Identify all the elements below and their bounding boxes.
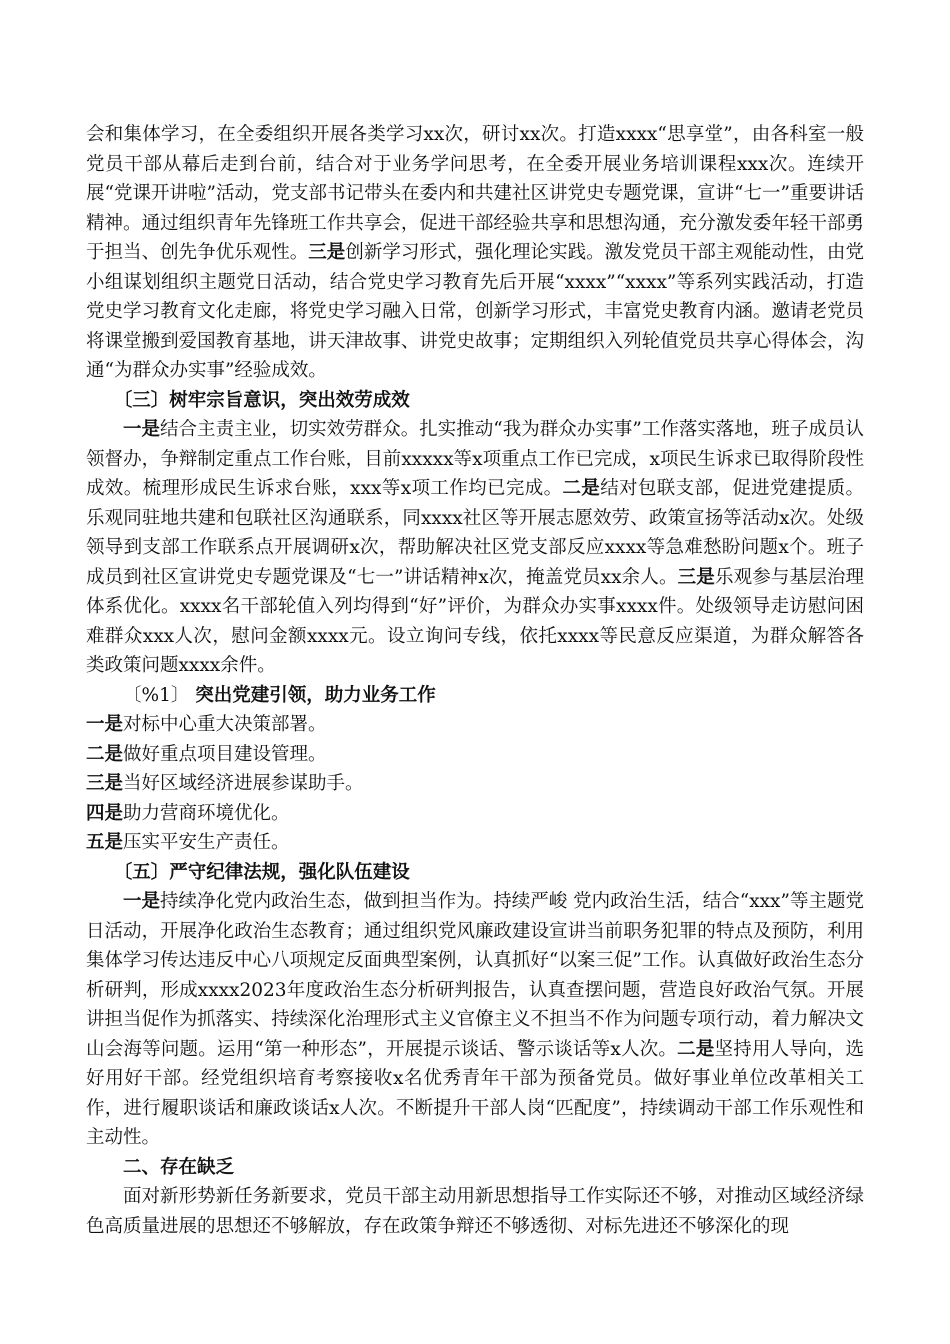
section-heading-4: 〔%1〕 突出党建引领，助力业务工作 xyxy=(123,684,436,706)
document-body xyxy=(86,120,864,1241)
paragraph-discipline: 一是持续净化党内政治生态，做到担当作为。持续严峻 党内政治生活，结合“xxx”等主题党日活动，开展净化政治生态教育；通过组织党风廉政建设宣讲当前职务犯罪的特点及预防，利用集体学习传达违反中心八项规定反面典型案例，认真抓好“以案三促”工作。认真做好政治生态分析研判，形成xxxx2023年度政治生态分析研判报告，认真查摆问题，营造良好政治气氛。开展讲担当促作为抓落实、持续深化治理形式主义官僚主义不担当不作为问题专项行动，着力解决文山会海等问题。运用“第一种形态”，开展提示谈话、警示谈话等x人次。二是坚持用人导向，选好用好干部。经党组织培育考察接收x名优秀青年干部为预备党员。做好事业单位改革相关工作，进行履职谈话和廉政谈话x人次。不断提升干部人岗“匹配度”，持续调动干部工作乐观性和主动性。 xyxy=(86,891,864,1148)
paragraph-service: 一是结合主责主业，切实效劳群众。扎实推动“我为群众办实事”工作落实落地，班子成员认领督办，争辩制定重点工作台账，目前xxxxx等x项重点工作已完成，x项民生诉求已取得阶段性成效。梳理形成民生诉求台账，xxx等x项工作均已完成。二是结对包联支部，促进党建提质。乐观同驻地共建和包联社区沟通联系，同xxxx社区等开展志愿效劳、政策宣扬等活动x次。处级领导到支部工作联系点开展调研x次，帮助解决社区党支部反应xxxx等急难愁盼问题x个。班子成员到社区宣讲党史专题党课及“七一”讲话精神x次，掩盖党员xx余人。三是乐观参与基层治理体系优化。xxxx名干部轮值入列均得到“好”评价，为群众办实事xxxx件。处级领导走访慰问困难群众xxx人次，慰问金额xxxx元。设立询问专线，依托xxxx等民意反应渠道，为群众解答各类政策问题xxxx余件。 xyxy=(86,419,864,676)
section-heading-3: 〔三〕树牢宗旨意识，突出效劳成效 xyxy=(113,389,410,411)
list-item: 三是当好区域经济进展参谋助手。 xyxy=(86,773,364,794)
section-heading-two: 二、存在缺乏 xyxy=(123,1156,235,1178)
paragraph-study: 会和集体学习，在全委组织开展各类学习xx次，研讨xx次。打造xxxx“思享堂”，由各科室一般党员干部从幕后走到台前，结合对于业务学问思考，在全委开展业务培训课程xxx次。连续开展“党课开讲啦”活动，党支部书记带头在委内和共建社区讲党史专题党课，宣讲“七一”重要讲话精神。通过组织青年先锋班工作共享会，促进干部经验共享和思想沟通，充分激发委年轻干部勇于担当、创先争优乐观性。三是创新学习形式，强化理论实践。激发党员干部主观能动性，由党小组谋划组织主题党日活动，结合党史学习教育先后开展“xxxx”“xxxx”等系列实践活动，打造党史学习教育文化走廊，将党史学习融入日常，创新学习形式，丰富党史教育内涵。邀请老党员将课堂搬到爱国教育基地，讲天津故事、讲党史故事；定期组织入列轮值党员共享心得体会，沟通“为群众办实事”经验成效。 xyxy=(86,124,864,381)
list-item: 四是助力营商环境优化。 xyxy=(86,802,290,824)
section-heading-5: 〔五〕严守纪律法规，强化队伍建设 xyxy=(113,861,410,883)
list-item: 一是对标中心重大决策部署。 xyxy=(86,714,327,735)
paragraph-shortcomings: 面对新形势新任务新要求，党员干部主动用新思想指导工作实际还不够，对推动区域经济绿色高质量进展的思想还不够解放，存在政策争辩还不够透彻、对标先进还不够深化的现 xyxy=(86,1186,864,1237)
list-item: 五是压实平安生产责任。 xyxy=(86,832,290,853)
list-item: 二是做好重点项目建设管理。 xyxy=(86,743,327,765)
